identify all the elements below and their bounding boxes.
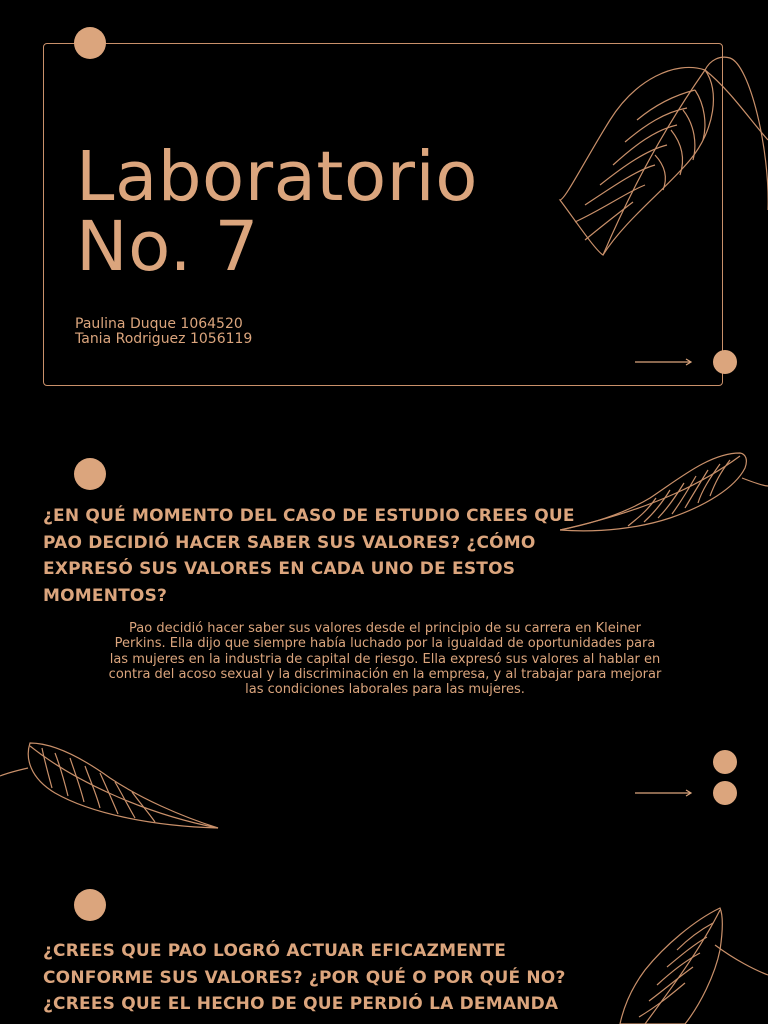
question-1-heading — [43, 503, 575, 609]
question-1-line-4: MOMENTOS? — [43, 585, 168, 606]
question-1-line-2: PAO DECIDIÓ HACER SABER SUS VALORES? ¿CÓMO — [43, 532, 536, 553]
question-1-answer — [40, 621, 730, 697]
page-title — [76, 137, 478, 287]
decorative-dot-icon — [713, 350, 737, 374]
leaf-icon — [555, 50, 768, 265]
question-1-line-1: ¿EN QUÉ MOMENTO DEL CASO DE ESTUDIO CREES QUE — [43, 506, 575, 526]
arrow-right-icon — [635, 788, 693, 798]
decorative-dot-icon — [74, 458, 106, 490]
question-2-heading — [43, 938, 566, 1018]
author-2: Tania Rodriguez 1056119 — [75, 331, 253, 347]
leaf-icon — [560, 448, 768, 538]
author-1: Paulina Duque 1064520 — [75, 316, 243, 332]
answer-line: contra del acoso sexual y la discriminación en la empresa, y al trabajar para mejorar — [108, 666, 662, 682]
title-line-1: Laboratorio — [76, 137, 478, 217]
decorative-dot-icon — [74, 889, 106, 921]
question-2-line-1: ¿CREES QUE PAO LOGRÓ ACTUAR EFICAZMENTE — [43, 941, 507, 961]
arrow-right-icon — [635, 357, 693, 367]
question-1-line-3: EXPRESÓ SUS VALORES EN CADA UNO DE ESTOS — [43, 559, 516, 579]
decorative-dot-icon — [74, 27, 106, 59]
answer-line: Perkins. Ella dijo que siempre había luchado por la igualdad de oportunidades para — [114, 636, 656, 652]
decorative-dot-icon — [713, 781, 737, 805]
answer-line: las condiciones laborales para las mujeres. — [245, 682, 525, 698]
question-2-line-2: CONFORME SUS VALORES? ¿POR QUÉ O POR QUÉ NO? — [43, 967, 566, 988]
answer-line: las mujeres en la industria de capital de riesgo. Ella expresó sus valores al hablar en — [109, 651, 661, 667]
decorative-dot-icon — [713, 750, 737, 774]
title-line-2: No. 7 — [76, 207, 259, 287]
question-2-line-3: ¿CREES QUE EL HECHO DE QUE PERDIÓ LA DEMANDA — [43, 994, 559, 1014]
answer-line: Pao decidió hacer saber sus valores desde el principio de su carrera en Kleiner — [129, 621, 641, 636]
leaf-icon — [615, 905, 768, 1024]
leaf-icon — [0, 738, 222, 833]
authors — [75, 317, 252, 347]
